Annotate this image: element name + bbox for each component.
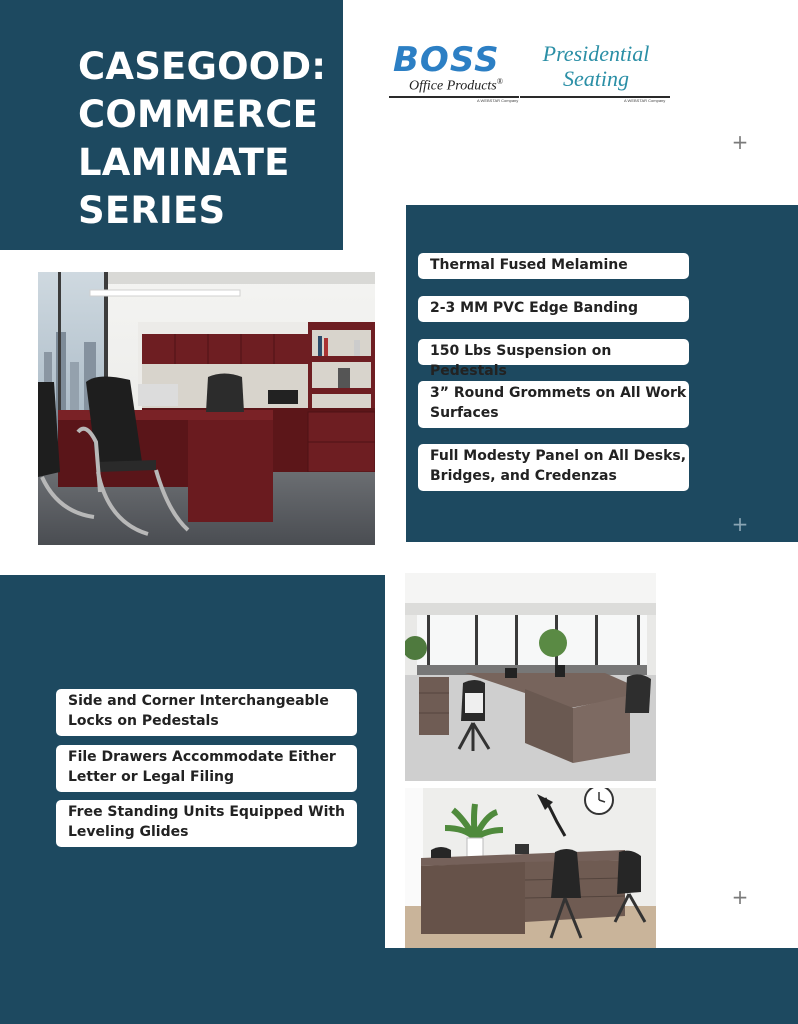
boss-logo-subtitle: Office Products® — [409, 77, 503, 94]
feature-pill: 150 Lbs Suspension on Pedestals — [418, 339, 689, 365]
title-line-2: COMMERCE — [78, 93, 319, 136]
feature-pill: Side and Corner Interchangeable Locks on Pedestals — [56, 689, 357, 736]
open-office-photo — [405, 573, 656, 781]
feature-pill: Thermal Fused Melamine — [418, 253, 689, 279]
feature-pill: Free Standing Units Equipped With Leveling Glides — [56, 800, 357, 847]
title-line-4: SERIES — [78, 189, 226, 232]
title-line-1: CASEGOOD: — [78, 45, 327, 88]
feature-pill: 2-3 MM PVC Edge Banding — [418, 296, 689, 322]
presidential-seating-logo — [520, 42, 672, 104]
boss-logo-tagline: A WEBSTAR Company — [477, 98, 519, 103]
executive-office-photo — [38, 272, 375, 545]
presidential-logo-tagline: A WEBSTAR Company — [624, 98, 666, 103]
feature-pill: Full Modesty Panel on All Desks, Bridges, and Credenzas — [418, 444, 689, 491]
boss-logo — [389, 40, 519, 102]
presidential-logo-line-2: Seating — [563, 66, 629, 91]
plus-mark-bottom: + — [731, 885, 749, 909]
feature-pill: File Drawers Accommodate Either Letter or Legal Filing — [56, 745, 357, 792]
bottom-navy-strip — [385, 948, 798, 1024]
presidential-logo-line-1: Presidential — [542, 41, 650, 66]
plus-mark-panel: + — [731, 512, 749, 536]
desk-workspace-photo — [405, 788, 656, 948]
title-panel — [0, 0, 343, 250]
features-panel-left — [0, 575, 385, 1024]
boss-logo-word: BOSS — [393, 40, 500, 80]
title-line-3: LAMINATE — [78, 141, 290, 184]
page-title — [78, 43, 326, 235]
feature-pill: 3” Round Grommets on All Work Surfaces — [418, 381, 689, 428]
plus-mark-top: + — [731, 130, 749, 154]
features-panel-right — [406, 205, 798, 542]
